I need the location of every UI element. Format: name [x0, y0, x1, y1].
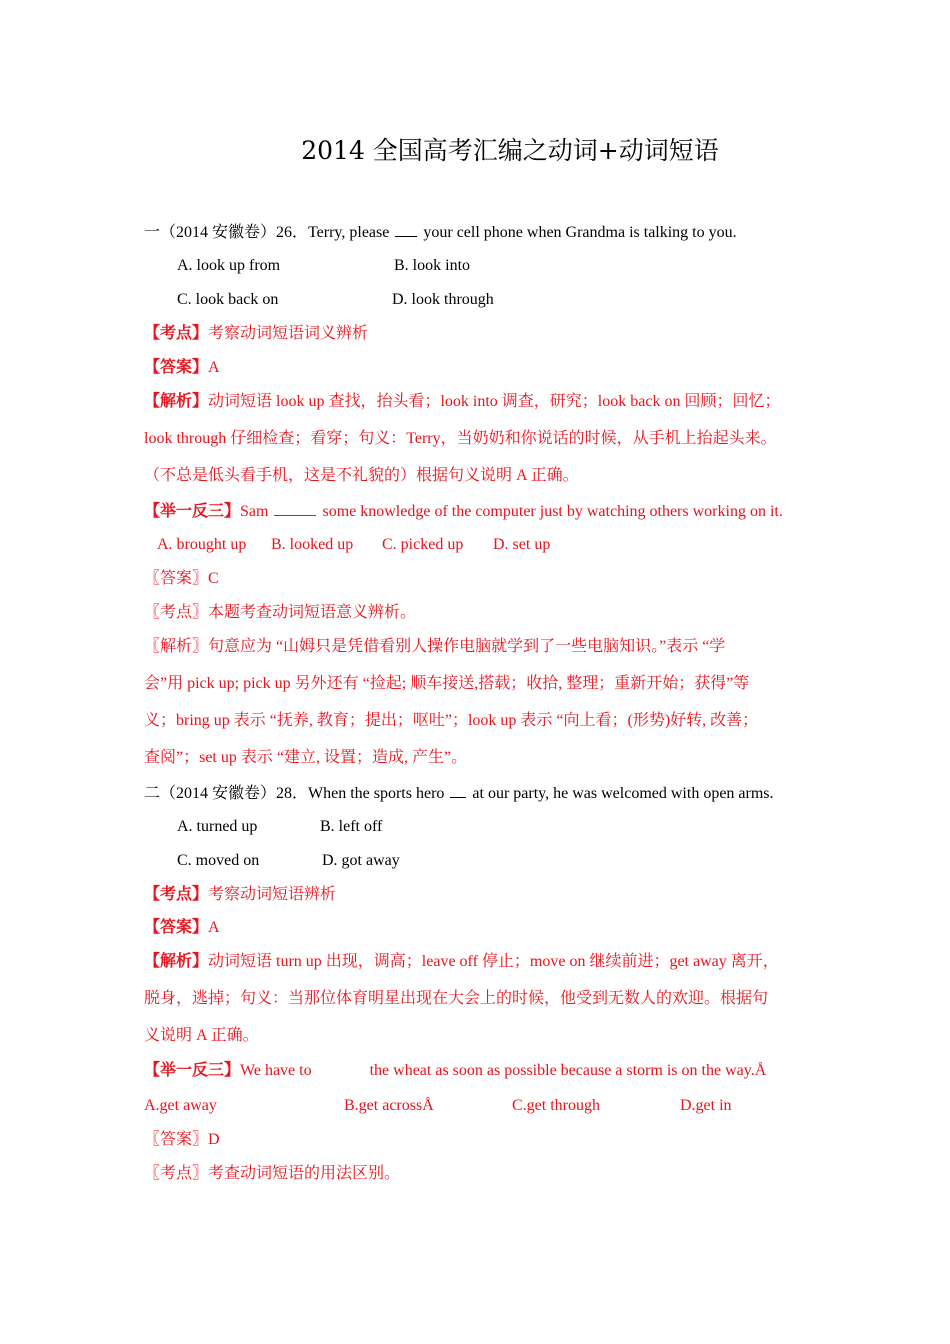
q1-practice-answer: 〖答案〗C — [144, 570, 219, 587]
question-2 — [144, 783, 774, 804]
kaodian-label: 【考点】 — [144, 325, 209, 342]
q2-practice-option-d: D.get in — [680, 1097, 732, 1114]
q2-jiexi-line-2: 脱身，逃掉；句义：当那位体育明星出现在大会上的时候，他受到无数人的欢迎。根据句 — [144, 990, 769, 1007]
document-title: 2014 全国高考汇编之动词+动词短语 — [301, 136, 719, 165]
q1-practice-jiexi-2: 会”用 pick up; pick up 另外还有 “捡起; 顺车接送,搭载；收拾, 整理；重新开始；获得”等 — [144, 675, 750, 692]
q2-option-a: A. turned up — [177, 818, 258, 835]
practice-blank — [274, 501, 316, 516]
kaodian-text: 考察动词短语辨析 — [208, 886, 337, 903]
q1-practice-jiexi-3: 义；bring up 表示 “抚养, 教育；提出；呕吐”；look up 表示 “向上看；(形势)好转, 改善； — [144, 712, 759, 729]
q1-practice — [144, 501, 783, 522]
q1-option-c: C. look back on — [177, 291, 279, 308]
q2-option-c: C. moved on — [177, 852, 260, 869]
q2-jiexi-line-1 — [144, 952, 779, 972]
answer-text: A — [208, 359, 220, 376]
q2-option-b: B. left off — [320, 818, 383, 835]
practice-label: 【举一反三】 — [144, 1062, 241, 1079]
q2-practice — [144, 1061, 766, 1081]
practice-prefix: Sam — [240, 503, 269, 520]
q1-practice-option-a: A. brought up — [157, 536, 247, 553]
jiexi-label: 【解析】 — [144, 953, 209, 970]
q2-practice-option-a: A.get away — [144, 1097, 217, 1114]
jiexi-text: 动词短语 turn up 出现，调高；leave off 停止；move on 继续前进；get away 离开， — [208, 953, 779, 970]
q1-practice-jiexi-1: 〖解析〗句意应为 “山姆只是凭借看别人操作电脑就学到了一些电脑知识。”表示 “学 — [144, 638, 726, 655]
jiexi-text: 动词短语 look up 查找，抬头看；look into 调查，研究；look back on 回顾；回忆； — [208, 393, 781, 410]
q2-option-d: D. got away — [322, 852, 400, 869]
practice-label: 【举一反三】 — [144, 503, 241, 520]
q1-jiexi-line-1 — [144, 392, 780, 412]
practice-suffix: some knowledge of the computer just by watching others working on it. — [322, 503, 783, 520]
q1-practice-option-b: B. looked up — [271, 536, 354, 553]
q2-practice-option-c: C.get through — [512, 1097, 600, 1114]
q1-practice-kaodian: 〖考点〗本题考查动词短语意义辨析。 — [144, 604, 417, 621]
question-1-suffix: your cell phone when Grandma is talking to you. — [423, 224, 737, 241]
answer-label: 【答案】 — [144, 919, 209, 936]
q1-kaodian — [144, 324, 368, 344]
q2-jiexi-line-3: 义说明 A 正确。 — [144, 1027, 259, 1044]
answer-label: 【答案】 — [144, 359, 209, 376]
q2-practice-option-b: B.get acrossÅ — [344, 1097, 434, 1114]
q1-practice-jiexi-4: 查阅”；set up 表示 “建立, 设置；造成, 产生”。 — [144, 749, 468, 766]
q1-jiexi-line-3: （不总是低头看手机，这是不礼貌的）根据句义说明 A 正确。 — [144, 467, 579, 484]
q1-option-d: D. look through — [392, 291, 494, 308]
q1-option-b: B. look into — [394, 257, 471, 274]
question-1-prefix: 一（2014 安徽卷）26．Terry, please — [144, 224, 390, 241]
answer-blank — [395, 222, 417, 237]
q2-answer — [144, 918, 220, 938]
q2-kaodian — [144, 885, 336, 905]
kaodian-text: 考察动词短语词义辨析 — [208, 325, 369, 342]
question-2-prefix: 二（2014 安徽卷）28．When the sports hero — [144, 785, 445, 802]
practice-suffix: the wheat as soon as possible because a storm is on the way.Å — [369, 1062, 767, 1079]
q1-jiexi-line-2: look through 仔细检查；看穿；句义：Terry，当奶奶和你说话的时候，从手机上抬起头来。 — [144, 430, 777, 447]
question-1 — [144, 222, 737, 243]
question-2-suffix: at our party, he was welcomed with open arms. — [472, 785, 774, 802]
kaodian-label: 【考点】 — [144, 886, 209, 903]
q2-practice-answer: 〖答案〗D — [144, 1131, 220, 1148]
jiexi-label: 【解析】 — [144, 393, 209, 410]
practice-prefix: We have to — [240, 1062, 312, 1079]
q2-practice-kaodian: 〖考点〗考查动词短语的用法区别。 — [144, 1165, 401, 1182]
q1-practice-option-c: C. picked up — [382, 536, 464, 553]
answer-text: A — [208, 919, 220, 936]
q1-practice-option-d: D. set up — [493, 536, 551, 553]
answer-blank — [450, 783, 466, 798]
q1-answer — [144, 358, 220, 378]
q1-option-a: A. look up from — [177, 257, 281, 274]
